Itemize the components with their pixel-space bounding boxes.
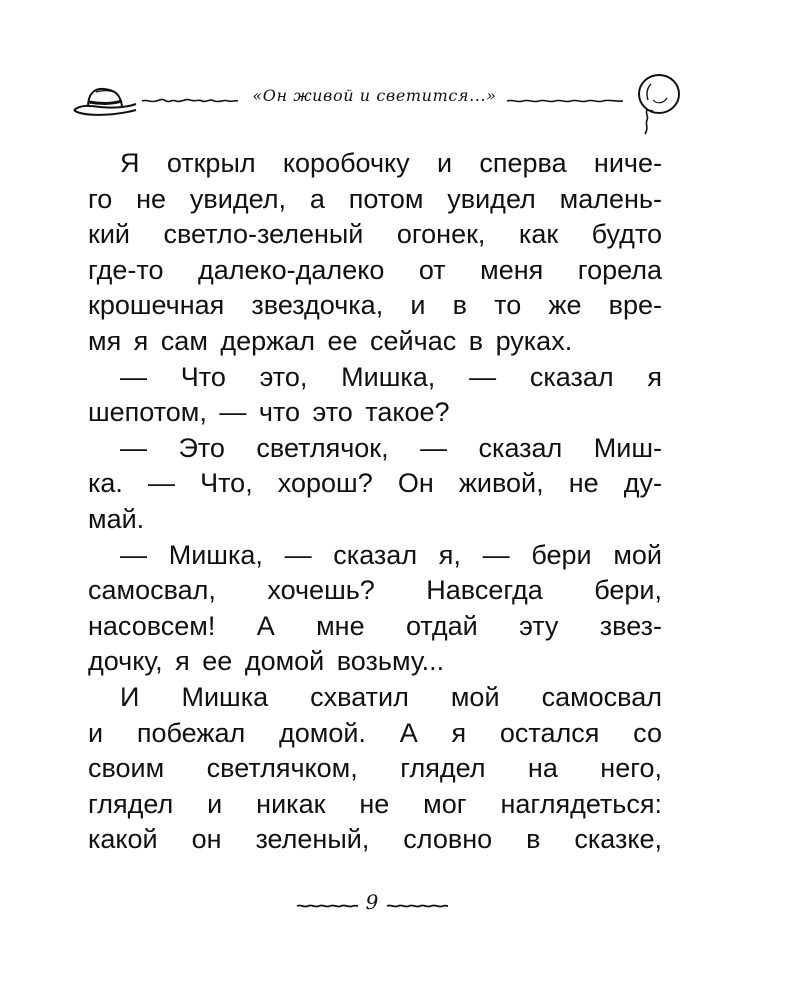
running-header-title: «Он живой и светится...»: [252, 86, 497, 105]
running-header: [60, 70, 690, 140]
text-line: и побежал домой. А я остался со: [88, 717, 662, 748]
text-line: какой он зеленый, словно в сказке,: [88, 824, 662, 855]
decorative-squiggle-left: [140, 92, 240, 108]
text-line: где-то далеко-далеко от меня горела: [88, 254, 662, 285]
paragraph: [88, 538, 662, 680]
text-line: крошечная звездочка, и в то же вре-: [88, 290, 662, 321]
page-number: 9: [365, 890, 379, 914]
text-line: — Это светлячок, — сказал Миш-: [120, 432, 662, 463]
text-line: насовсем! А мне отдай эту звез-: [88, 610, 662, 641]
decorative-squiggle-right: [385, 898, 450, 912]
paragraph: [88, 431, 662, 538]
text-line: — Что это, Мишка, — сказал я: [120, 361, 662, 392]
text-line: мя я сам держал ее сейчас в руках.: [88, 325, 573, 356]
text-line: дочку, я ее домой возьму...: [88, 646, 445, 677]
decorative-squiggle-right: [505, 92, 625, 108]
text-line: шепотом, — что это такое?: [88, 397, 450, 428]
balloon-icon: [625, 70, 685, 140]
text-line: — Мишка, — сказал я, — бери мой: [120, 539, 662, 570]
text-line: своим светлячком, глядел на него,: [88, 753, 662, 784]
text-line: самосвал, хочешь? Навсегда бери,: [88, 575, 662, 606]
text-line: И Мишка схватил мой самосвал: [120, 681, 662, 712]
text-line: кий светло-зеленый огонек, как будто: [88, 219, 662, 250]
story-text: [88, 146, 662, 858]
text-line: глядел и никак не мог наглядеться:: [88, 788, 662, 819]
decorative-squiggle-left: [295, 898, 360, 912]
paragraph: [88, 146, 662, 360]
paragraph: [88, 360, 662, 431]
paragraph: [88, 680, 662, 858]
page-footer: [290, 890, 460, 920]
text-line: ка. — Что, хорош? Он живой, не ду-: [88, 468, 662, 499]
text-line: май.: [88, 503, 145, 534]
hat-icon: [70, 80, 140, 120]
text-line: Я открыл коробочку и сперва ниче-: [120, 148, 662, 178]
text-line: го не увидел, а потом увидел малень-: [88, 183, 662, 214]
